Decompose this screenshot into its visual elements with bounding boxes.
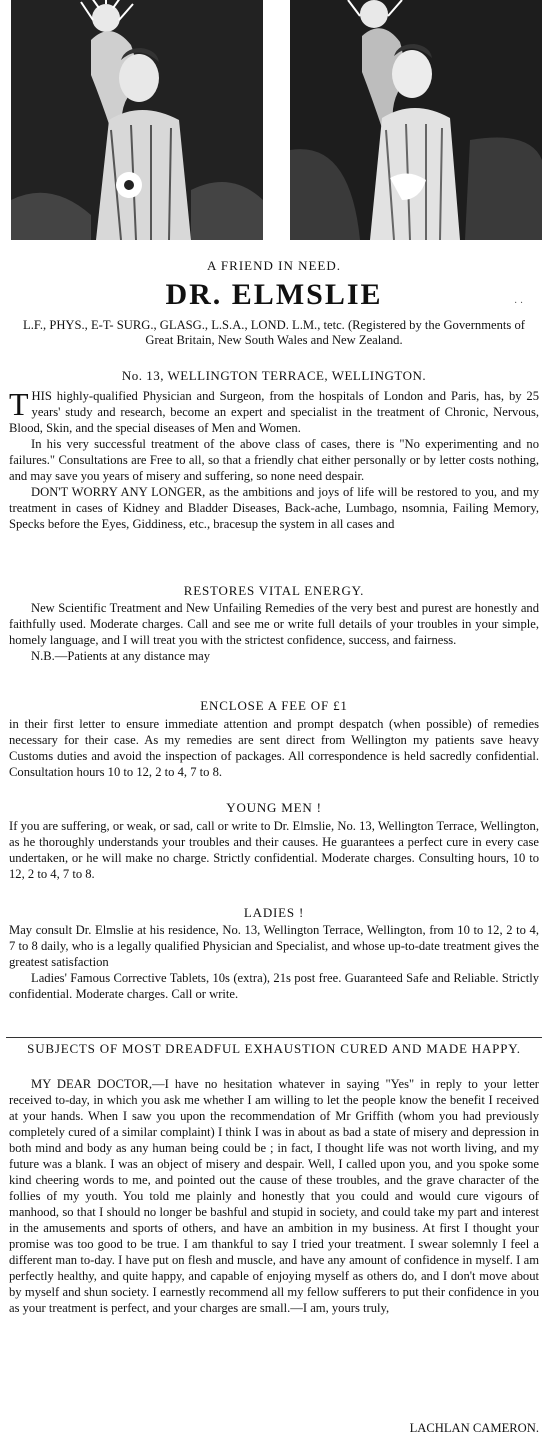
restores-paragraph: New Scientific Treatment and New Unfailing Remedies of the very best and purest are honestly and faithfully used. Moderate charges. Call and see me or write full details of your troubles in your simple, homely language, and I will treat you with the strictest confidence, success, and fairness. <box>9 601 539 647</box>
tablets-paragraph: Ladies' Famous Corrective Tablets, 10s (extra), 21s post free. Guaranteed Safe and Reliable. Strictly confidential. Moderate charges. Call or write. <box>9 971 539 1001</box>
dont-worry-paragraph: DON'T WORRY ANY LONGER, as the ambitions and joys of life will be restored to you, and my treatment in cases of Kidney and Bladder Diseases, Back-ache, Lumbago, nsomnia, Failing Memory, Specks before the Eyes, Giddiness, etc., bracesup the system in all cases and <box>9 485 539 531</box>
testimonial-letter: MY DEAR DOCTOR,—I have no hesitation whatever in saying "Yes" in reply to your letter received to-day, in which you ask me whether I am willing to let the people know the benefit I received at your hands. When I saw you upon the recommendation of Mr Griffith (whom you had previously completely cured of a similar complaint) I think I was in about as bad a state of misery and depression in both mind and body as any human being could be ; in fact, I thought life was not worth living, and my future was a blank. I was an object of misery and despair. Well, I called upon you, and you spoke some kind cheering words to me, and pointed out the cause of these troubles, and the grave character of the follies of my youth. You told me plainly and honestly that you could and would cure vigours of manhood, so that I should no longer be bashful and stupid in society, and could take my part and interest in the amusements and sports of others, and have an ambition in my business. At first I thought your promise was too good to be true. I am thankful to say I tried your treatment. I swear solemnly I feel a different man to-day. I have put on flesh and muscle, and have any amount of confidence in myself. I am perfectly healthy, and quite happy, and capable of enjoying myself as others do, and I don't move about by myself and shun society. I earnestly recommend all my fellow sufferers to put their confidence in you as your treatment is perfect, and your charges are small.—I am, yours truly, <box>9 1077 539 1315</box>
engraving-image <box>290 0 542 240</box>
restores-section <box>9 600 539 664</box>
intro-section <box>9 388 539 532</box>
young-men-paragraph: If you are suffering, or weak, or sad, call or write to Dr. Elmslie, No. 13, Wellington Terrace, Wellington, as he thoroughly understands your troubles and their causes. He guarantees a perfect cure in every case undertaken, or he will make no charge. Strictly confidential. Moderate charges. Consulting hours, 10 to 12, 2 to 4, 7 to 8. <box>9 819 539 881</box>
testimonial-signature: LACHLAN CAMERON. <box>409 1421 539 1435</box>
address-text: No. 13, WELLINGTON TERRACE, WELLINGTON. <box>121 368 427 383</box>
ladies-section <box>9 922 539 1002</box>
engraving-image <box>11 0 263 240</box>
young-men-heading: YOUNG MEN ! <box>226 800 322 815</box>
intro-consultation-paragraph: In his very successful treatment of the above class of cases, there is "No experimenting and no failures." Consultations are Free to all, so that a friendly chat either personally or by letter costs nothing, and may save you years of misery and suffering, so none need despair. <box>9 437 539 483</box>
intro-paragraph <box>9 388 539 436</box>
fee-heading: ENCLOSE A FEE OF £1 <box>200 698 348 713</box>
doctor-name-heading: DR. ELMSLIE <box>165 278 383 311</box>
ladies-paragraph: May consult Dr. Elmslie at his residence, No. 13, Wellington Terrace, Wellington, from 10 to 12, 2 to 4, 7 to 8 daily, who is a legally qualified Physician and Specialist, and whose up-to-date treatment gives the greatest satisfaction <box>9 923 539 969</box>
fee-paragraph: in their first letter to ensure immediate attention and prompt despatch (when possible) of remedies necessary for their case. As my remedies are sent direct from Wellington my patients save heavy Customs duties and avoid the inspection of packages. All correspondence is held sacredly confidential. Consultation hours 10 to 12, 2 to 4, 7 to 8. <box>9 717 539 779</box>
woman-with-lamp-illustration-right <box>290 0 542 240</box>
drop-cap: T <box>9 386 29 422</box>
section-divider <box>6 1037 542 1038</box>
qualifications-text: L.F., PHYS., E-T- SURG., GLASG., L.S.A., LOND. L.M., tetc. (Registered by the Governments of Great Britain, New South Wales and New Zealand. <box>23 318 525 347</box>
woman-with-lamp-illustration-left <box>11 0 263 240</box>
restores-heading: RESTORES VITAL ENERGY. <box>183 583 365 598</box>
ladies-heading: LADIES ! <box>243 905 305 920</box>
nb-text: N.B.—Patients at any distance may <box>31 649 211 663</box>
testimonial-heading: SUBJECTS OF MOST DREADFUL EXHAUSTION CURED AND MADE HAPPY. <box>27 1041 521 1056</box>
printer-mark: · · <box>514 298 524 309</box>
tagline-heading: A FRIEND IN NEED. <box>207 258 341 273</box>
intro-text: HIS highly-qualified Physician and Surgeon, from the hospitals of London and Paris, has, by 25 years' study and research, become an expert and specialist in the treatment of Chronic, Nervous, Blood, Skin, and the special diseases of Men and Women. <box>9 389 539 435</box>
